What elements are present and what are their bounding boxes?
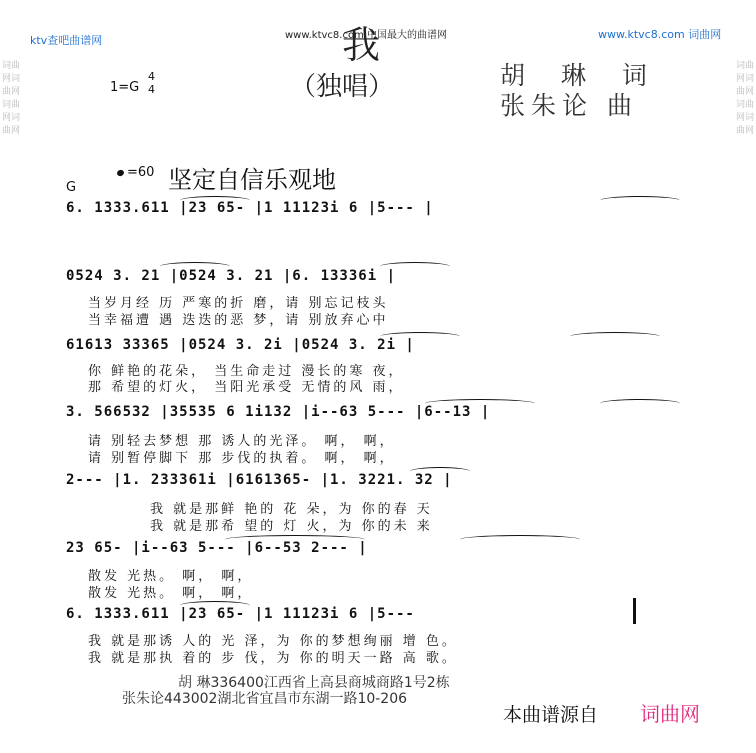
slur [600,399,680,408]
lyric-line-2b: 当幸福遭 遇 迭迭的恶 梦，请 别放弃心中 [88,313,389,328]
lyric-line-6a: 散发 光热。 啊， 啊， [88,569,254,584]
song-subtitle: （独唱） [290,72,395,102]
site-watermark-left: ktv查吧曲谱网 [30,34,103,47]
time-signature [148,70,155,96]
final-barline [633,598,636,624]
quarter-note-icon [116,169,125,177]
slur [570,332,660,341]
lyric-line-5b: 我 就是那希 望的 灯 火，为 你的未 来 [150,519,433,534]
slur [180,196,250,205]
lyric-line-3a: 你 鲜艳的花朵， 当生命走过 漫长的寒 夜， [88,364,405,379]
time-sig-top: 4 [148,70,155,83]
score-line-1: 6. 1333.611 |23 65- |1 11123i 6 |5--- | [66,200,434,216]
lyric-line-6b: 散发 光热。 啊， 啊， [88,586,254,601]
score-line-4: 3. 566532 |35535 6 1i132 |i--63 5--- |6--13 | [66,404,491,420]
slur [410,467,470,476]
slur [160,262,230,271]
lyric-line-5a: 我 就是那鲜 艳的 花 朵，为 你的春 天 [150,502,433,517]
side-watermark-left: 词曲网词曲网词曲网词曲网 [2,61,21,136]
time-sig-bottom: 4 [148,83,155,96]
slur [380,262,450,271]
score-line-5: 2--- |1. 233361i |6161365- |1. 3221. 32 | [66,472,453,488]
tempo-value: =60 [127,165,155,180]
score-line-6: 23 65- |i--63 5--- |6--53 2--- | [66,540,368,556]
source-label: 本曲谱源自 [503,704,599,726]
lyric-line-7a: 我 就是那诱 人的 光 泽，为 你的梦想绚丽 增 色。 [88,634,458,649]
composer-credit: 张朱论 曲 [500,91,638,120]
score-line-3: 61613 33365 |0524 3. 2i |0524 3. 2i | [66,337,415,353]
tempo-marking [117,165,154,180]
brand-logo-text[interactable]: 词曲网 [640,702,700,726]
slur [180,601,250,610]
score-line-7: 6. 1333.611 |23 65- |1 11123i 6 |5--- [66,606,415,622]
expression-marking: 坚定自信乐观地 [168,166,336,194]
lyricist-credit: 胡 琳 词 [500,61,661,90]
lyric-line-4b: 请 别暂停脚下 那 步伐的执着。 啊， 啊， [88,451,396,466]
song-title: 我 [342,23,381,67]
site-watermark-right: www.ktvc8.com 词曲网 [598,28,722,41]
slur [225,535,365,544]
score-line-2: 0524 3. 21 |0524 3. 21 |6. 13336i | [66,268,397,284]
site-watermark-top: www.ktvc8.com 中国最大的曲谱网 [285,30,448,41]
contact-composer: 张朱论443002湖北省宜昌市东湖一路10-206 [122,691,408,707]
slur [425,399,535,408]
side-watermark-right: 词曲网词曲网词曲网词曲网 [736,61,755,136]
slur [600,196,680,205]
slur [380,332,460,341]
contact-lyricist: 胡 琳336400江西省上高县商城商路1号2栋 [178,675,450,691]
lyric-line-7b: 我 就是那执 着的 步 伐，为 你的明天一路 高 歌。 [88,651,458,666]
lyric-line-2a: 当岁月经 历 严寒的折 磨，请 别忘记枝头 [88,296,389,311]
lyric-line-3b: 那 希望的灯火， 当阳光承受 无情的风 雨， [88,380,405,395]
lyric-line-4a: 请 别轻去梦想 那 诱人的光泽。 啊， 啊， [88,434,396,449]
chord-symbol: G [66,180,77,195]
slur [460,535,580,544]
key-signature: 1=G [110,80,140,95]
